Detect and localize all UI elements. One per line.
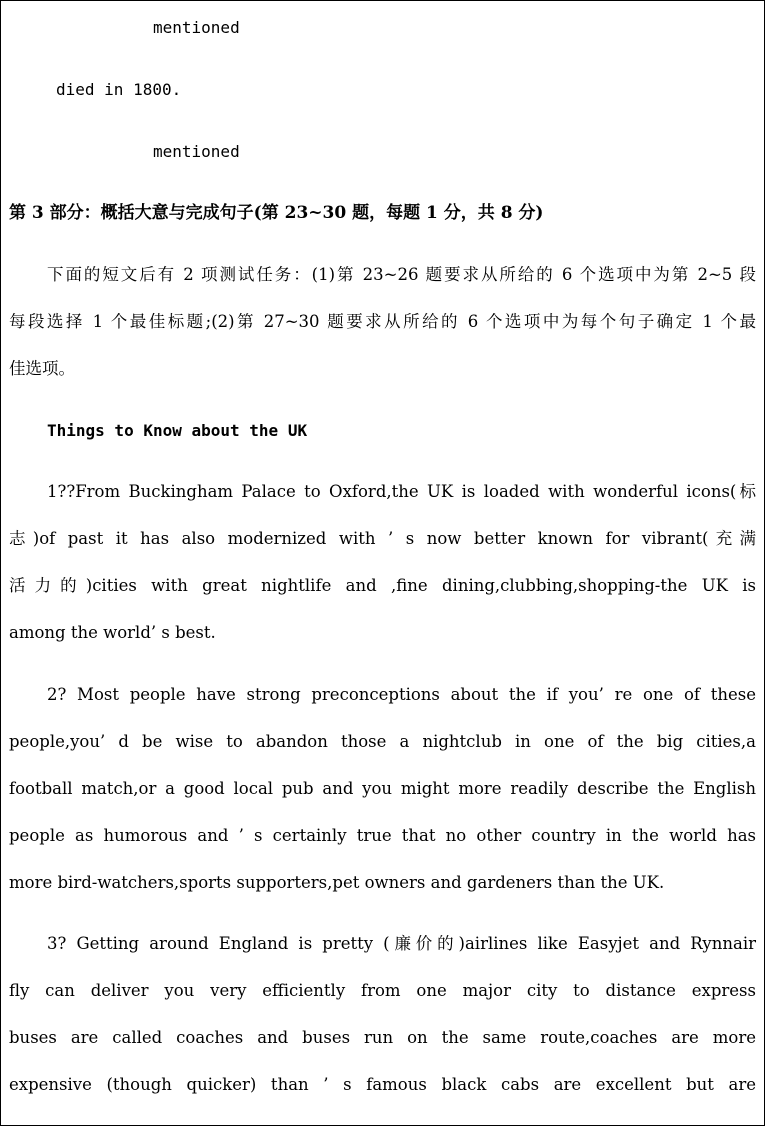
text-line: mentioned <box>153 142 240 161</box>
article-title: Things to Know about the UK <box>47 421 308 440</box>
text-line: died in 1800. <box>56 80 182 99</box>
paragraph-line: 3? Getting around England is pretty (廉价的)airlines like Easyjet and Rynnair <box>47 934 756 953</box>
paragraph-line: expensive (though quicker) than ’ s famous black cabs are excellent but are <box>9 1075 756 1094</box>
paragraph-line: fly can deliver you very efficiently from one major city to distance express <box>9 981 756 1000</box>
paragraph-line: 1??From Buckingham Palace to Oxford,the UK is loaded with wonderful icons(标 <box>47 482 756 501</box>
paragraph-line: more bird-watchers,sports supporters,pet owners and gardeners than the UK. <box>9 873 665 892</box>
paragraph-line: 志)of past it has also modernized with ’ s now better known for vibrant(充满 <box>9 529 756 548</box>
instruction-line: 每段选择 1 个最佳标题;(2)第 27~30 题要求从所给的 6 个选项中为每个句子确定 1 个最 <box>9 312 756 331</box>
instruction-line: 下面的短文后有 2 项测试任务：(1)第 23~26 题要求从所给的 6 个选项中为第 2~5 段 <box>47 265 756 284</box>
paragraph-line: football match,or a good local pub and you might more readily describe the English <box>9 779 756 798</box>
paragraph-line: among the world’ s best. <box>9 623 216 642</box>
paragraph-line: people,you’ d be wise to abandon those a nightclub in one of the big cities,a <box>9 732 756 751</box>
paragraph-line: buses are called coaches and buses run on the same route,coaches are more <box>9 1028 756 1047</box>
paragraph-line: 活力的)cities with great nightlife and ,fine dining,clubbing,shopping-the UK is <box>9 576 756 595</box>
section-heading: 第 3 部分：概括大意与完成句子(第 23~30 题，每题 1 分，共 8 分) <box>9 203 544 223</box>
paragraph-line: people as humorous and ’ s certainly true that no other country in the world has <box>9 826 756 845</box>
paragraph-line: 2? Most people have strong preconceptions about the if you’ re one of these <box>47 685 756 704</box>
instruction-line: 佳选项。 <box>9 359 75 378</box>
text-line: mentioned <box>153 18 240 37</box>
